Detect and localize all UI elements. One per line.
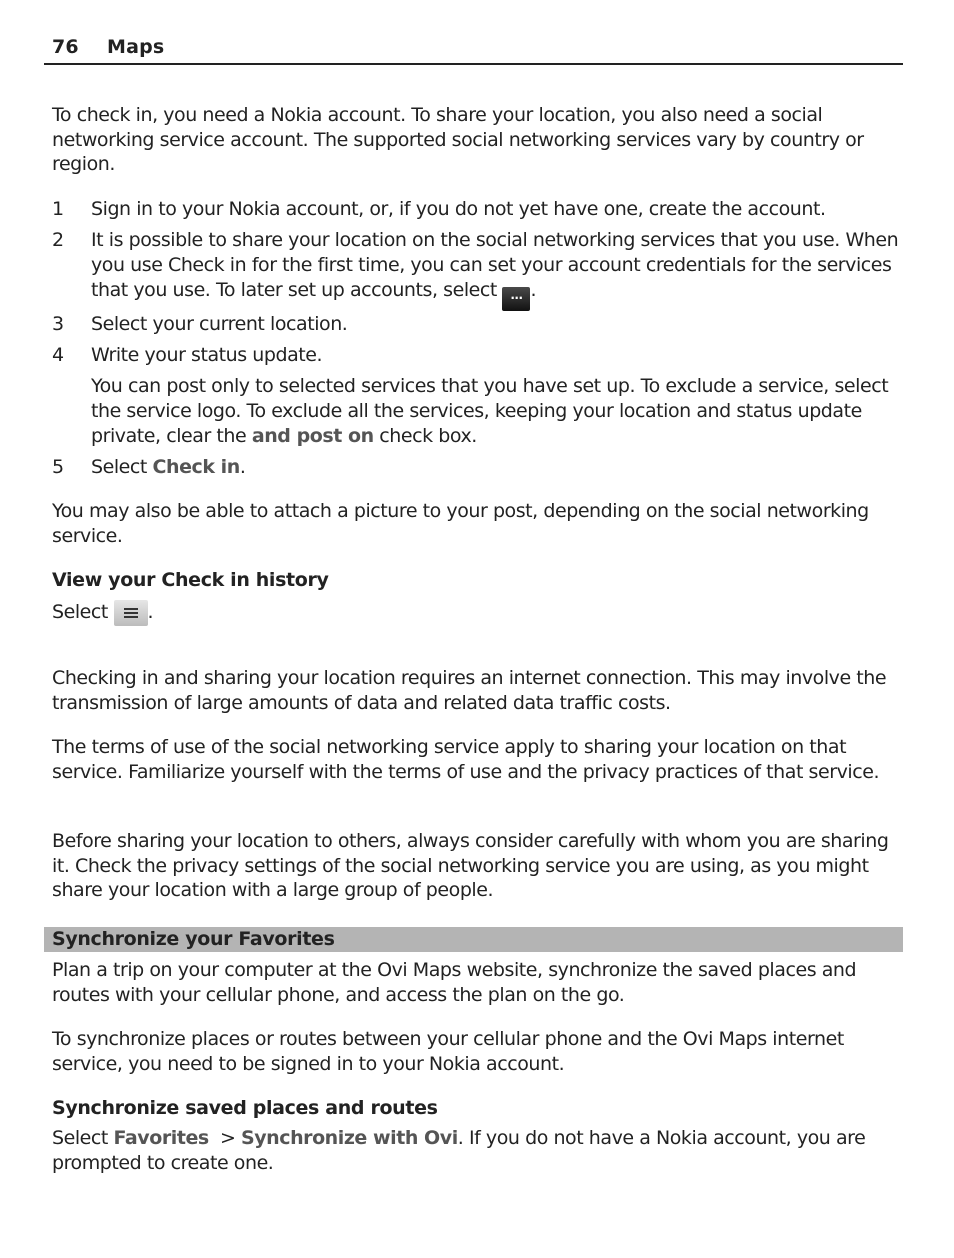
instruction-part: . If you do not have a Nokia account, you are prompted to create one. [52, 1127, 866, 1174]
note-part: check box. [373, 425, 477, 447]
step-text-part: . [530, 279, 537, 301]
history-instruction [52, 600, 902, 626]
step-text: Sign in to your Nokia account, or, if you do not yet have one, create the account. [91, 198, 826, 220]
sync-instruction [52, 1126, 902, 1175]
sync-subheading: Synchronize saved places and routes [52, 1097, 438, 1119]
section-title: Maps [107, 36, 165, 58]
step-note-text [91, 374, 903, 449]
instruction-part: . [147, 601, 154, 623]
ui-term: and post on [251, 425, 374, 447]
step-text-part: . [239, 456, 246, 478]
path-separator: > [208, 1127, 242, 1149]
page-number: 76 [52, 36, 79, 58]
step-text [91, 228, 903, 311]
section-bar [44, 927, 903, 952]
more-options-icon: ··· [502, 287, 530, 311]
section-heading: Synchronize your Favorites [52, 928, 335, 950]
sync-paragraph: Plan a trip on your computer at the Ovi Maps website, synchronize the saved places and routes with your cellular phone, and access the plan on the go. [52, 959, 857, 1006]
step-text-part: It is possible to share your location on the social networking services that you use. When you use Check in for the first time, you can set your account credentials for the services that you use. To later set up accounts, select [91, 229, 899, 301]
step-number: 3 [52, 313, 64, 335]
intro-paragraph: To check in, you need a Nokia account. To share your location, you also need a social networking service account. The supported social networking services vary by country or region. [52, 104, 864, 175]
attach-paragraph: You may also be able to attach a picture to your post, depending on the social networking service. [52, 500, 869, 547]
step-number: 1 [52, 198, 64, 220]
step-text-part: Select [91, 456, 153, 478]
step-text [91, 455, 903, 480]
step-number: 5 [52, 456, 64, 478]
ui-term: Favorites [113, 1127, 209, 1149]
step-text: Write your status update. [91, 344, 323, 366]
sync-requirement: To synchronize places or routes between your cellular phone and the Ovi Maps internet service, you need to be signed in to your Nokia account. [52, 1028, 844, 1075]
step-text: Select your current location. [91, 313, 348, 335]
privacy-note: Before sharing your location to others, always consider carefully with whom you are sharing it. Check the privacy settings of the social networking service you are using, as you might share your location with a large group of people. [52, 830, 889, 901]
ui-term: Synchronize with Ovi [241, 1127, 458, 1149]
connection-note: Checking in and sharing your location requires an internet connection. This may involve the transmission of large amounts of data and related data traffic costs. [52, 667, 887, 714]
terms-note: The terms of use of the social networking service apply to sharing your location on that service. Familiarize yourself with the terms of use and the privacy practices of that service. [52, 736, 880, 783]
instruction-part: Select [52, 1127, 114, 1149]
step-number: 2 [52, 229, 64, 251]
history-heading: View your Check in history [52, 569, 329, 591]
ui-term: Check in [152, 456, 240, 478]
page-header [44, 36, 903, 65]
note-part: You can post only to selected services that you have set up. To exclude a service, select the service logo. To exclude all the services, keeping your location and status update private, clear the [91, 375, 889, 447]
list-menu-icon [114, 600, 148, 626]
step-number: 4 [52, 344, 64, 366]
instruction-part: Select [52, 601, 114, 623]
